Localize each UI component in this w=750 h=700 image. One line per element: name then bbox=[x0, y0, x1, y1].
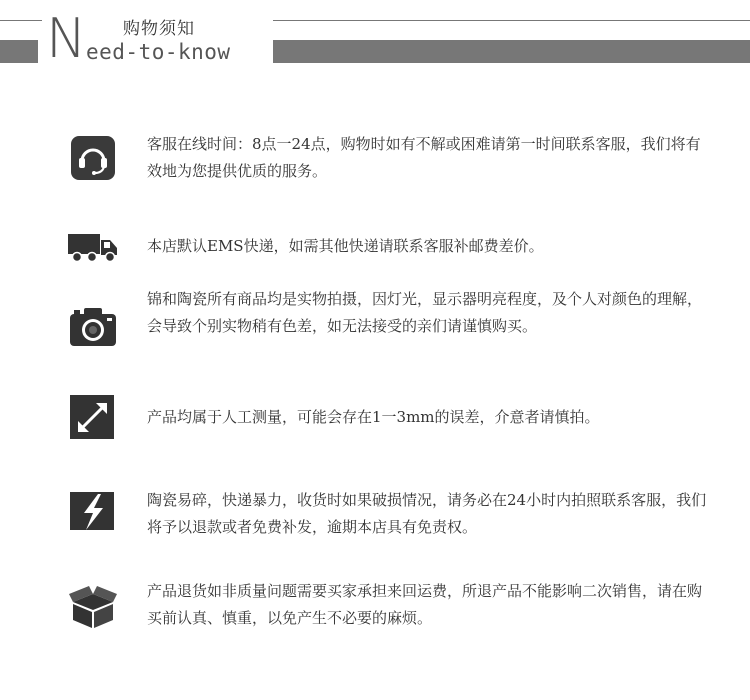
headset-icon bbox=[68, 133, 118, 183]
resize-arrow-icon bbox=[68, 393, 118, 443]
package-icon bbox=[68, 580, 118, 630]
header-bar-left bbox=[0, 40, 38, 63]
page-subtitle: eed-to-know bbox=[86, 40, 231, 64]
notice-shipping: 本店默认EMS快递，如需其他快递请联系客服补邮费差价。 bbox=[147, 237, 544, 255]
header-rule-top-left bbox=[0, 20, 42, 21]
lightning-icon bbox=[68, 486, 118, 536]
notice-breakage: 陶瓷易碎，快递暴力，收货时如果破损情况，请务必在24小时内拍照联系客服，我们将予以退款或者免费补发，逾期本店具有免责权。 bbox=[147, 491, 707, 536]
header-rule-top-right bbox=[273, 20, 750, 21]
notice-color-difference: 锦和陶瓷所有商品均是实物拍摄，因灯光，显示器明亮程度，及个人对颜色的理解，会导致个别实物稍有色差，如无法接受的亲们请谨慎购买。 bbox=[147, 290, 703, 335]
page-title: 购物须知 bbox=[123, 19, 195, 39]
notice-measurement: 产品均属于人工测量，可能会存在1一3mm的误差，介意者请慎拍。 bbox=[147, 408, 600, 426]
truck-icon bbox=[68, 222, 118, 272]
camera-icon bbox=[68, 302, 118, 352]
notice-customer-service: 客服在线时间：8点一24点，购物时如有不解或困难请第一时间联系客服，我们将有效地为您提供优质的服务。 bbox=[147, 135, 701, 180]
header-bar-right bbox=[273, 40, 750, 63]
header-big-letter: N bbox=[46, 7, 87, 70]
notice-returns: 产品退货如非质量问题需要买家承担来回运费，所退产品不能影响二次销售，请在购买前认真、慎重，以免产生不必要的麻烦。 bbox=[147, 582, 703, 627]
